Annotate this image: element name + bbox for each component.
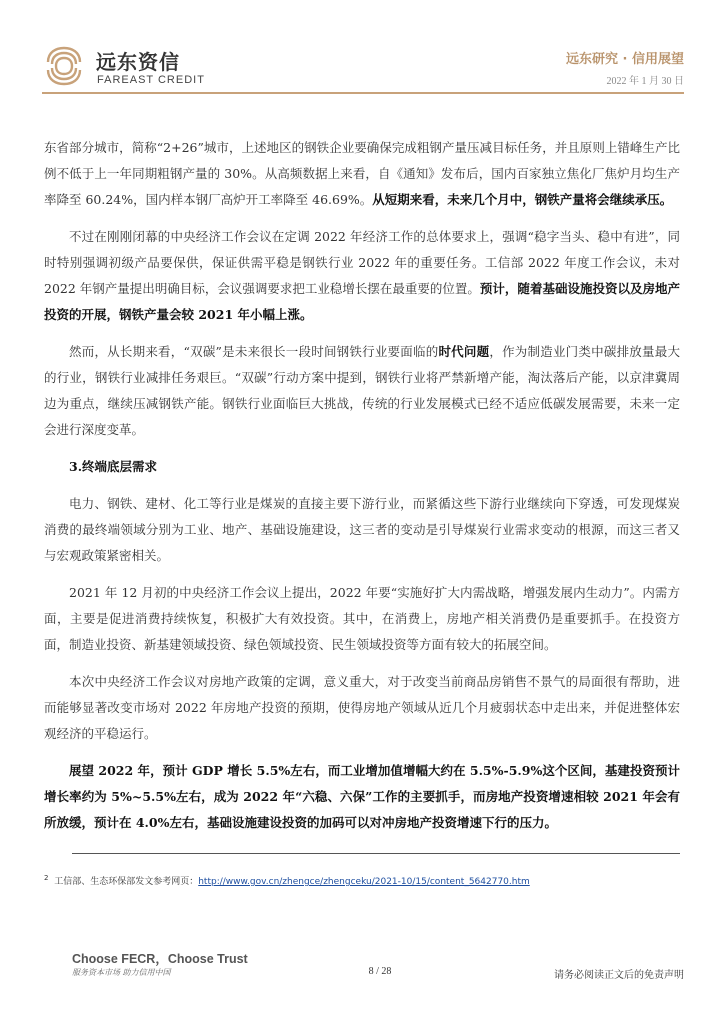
logo-english-name: FAREAST CREDIT [97, 74, 205, 86]
header-divider [42, 92, 684, 94]
report-series-title: 远东研究 · 信用展望 [566, 52, 684, 67]
footer-subslogan: 服务资本市场 助力信用中国 [72, 968, 171, 977]
footnote-link[interactable]: http://www.gov.cn/zhengce/zhengceku/2021-10/15/content_5642770.htm [198, 877, 530, 887]
paragraph-dual-carbon: 然而，从长期来看，“双碳”是未来很长一段时间钢铁行业要面临的时代问题，作为制造业门类中碳排放量最大的行业，钢铁行业减排任务艰巨。“双碳”行动方案中提到，钢铁行业将严禁新增产能，淘汰落后产能，以京津冀周边为重点，继续压减钢铁产能。钢铁行业面临巨大挑战，传统的行业发展模式已经不适应低碳发展需要，未来一定会进行深度变革。 [44, 344, 680, 437]
footnote [44, 874, 530, 887]
body-text [44, 135, 680, 847]
paragraph-domestic-demand: 2021 年 12 月初的中央经济工作会议上提出，2022 年要“实施好扩大内需战略，增强发展内生动力”。内需方面，主要是促进消费持续恢复，积极扩大有效投资。其中，在消费上，房地产相关消费仍是重要抓手。在投资方面，制造业投资、新基建领域投资、绿色领域投资、民生领域投资等方面有较大的拓展空间。 [44, 585, 680, 652]
bold-phrase: 时代问题 [438, 344, 490, 359]
paragraph-steel-output-short-term: 东省部分城市，简称“2+26”城市，上述地区的钢铁企业要确保完成粗钢产量压减目标任务，并且原则上错峰生产比例不低于上一年同期粗钢产量的 30%。从高频数据上来看，自《通知》发布后，国内百家独立焦化厂焦炉月均生产率降至 60.24%，国内样本钢厂高炉开工率降至 46.69%。从短期来看，未来几个月中，钢铁产量将会继续承压。 [44, 140, 680, 207]
page-number: 8 / 28 [368, 966, 392, 977]
footer-slogan: Choose FECR，Choose Trust [72, 952, 248, 966]
section-heading: 3.终端底层需求 [69, 459, 158, 474]
footer-disclaimer: 请务必阅读正文后的免责声明 [554, 970, 684, 981]
fareast-logo-icon [42, 44, 86, 88]
bold-conclusion: 从短期来看，未来几个月中，钢铁产量将会继续承压。 [372, 192, 673, 207]
footnote-divider [72, 853, 680, 854]
report-date: 2022 年 1 月 30 日 [606, 76, 684, 87]
bold-conclusion: 预计，随着基础设施投资以及房地产投资的开展，钢铁产量会较 2021 年小幅上涨。 [44, 281, 680, 322]
logo-chinese-name: 远东资信 [96, 50, 180, 74]
footnote-text: 工信部、生态环保部发文参考网页： [54, 877, 199, 887]
paragraph-economic-conference: 不过在刚刚闭幕的中央经济工作会议在定调 2022 年经济工作的总体要求上，强调“稳字当头、稳中有进”，同时特别强调初级产品要保供，保证供需平稳是钢铁行业 2022 年的重要任务。工信部 2022 年度工作会议，未对 2022 年钢产量提出明确目标，会议强调要求把工业稳增长摆在最重要的位置。预计，随着基础设施投资以及房地产投资的开展，钢铁产量会较 2021 年小幅上涨。 [44, 229, 680, 322]
page-header [0, 0, 724, 104]
paragraph-outlook-2022: 展望 2022 年，预计 GDP 增长 5.5%左右，而工业增加值增幅大约在 5.5%-5.9%这个区间，基建投资预计增长率约为 5%~5.5%左右，成为 2022 年“六稳、六保”工作的主要抓手，而房地产投资增速相较 2021 年会有所放缓，预计在 4.0%左右，基础设施建设投资的加码可以对冲房地产投资增速下行的压力。 [44, 763, 680, 830]
paragraph-downstream-demand: 电力、钢铁、建材、化工等行业是煤炭的直接主要下游行业，而紧循这些下游行业继续向下穿透，可发现煤炭消费的最终端领域分别为工业、地产、基础设施建设，这三者的变动是引导煤炭行业需求变动的根源，而这三者又与宏观政策紧密相关。 [44, 496, 680, 563]
footnote-marker: 2 [44, 874, 49, 882]
paragraph-real-estate-policy: 本次中央经济工作会议对房地产政策的定调，意义重大，对于改变当前商品房销售不景气的局面很有帮助，进而能够显著改变市场对 2022 年房地产投资的预期，使得房地产领域从近几个月疲弱状态中走出来，并促进整体宏观经济的平稳运行。 [44, 674, 680, 741]
